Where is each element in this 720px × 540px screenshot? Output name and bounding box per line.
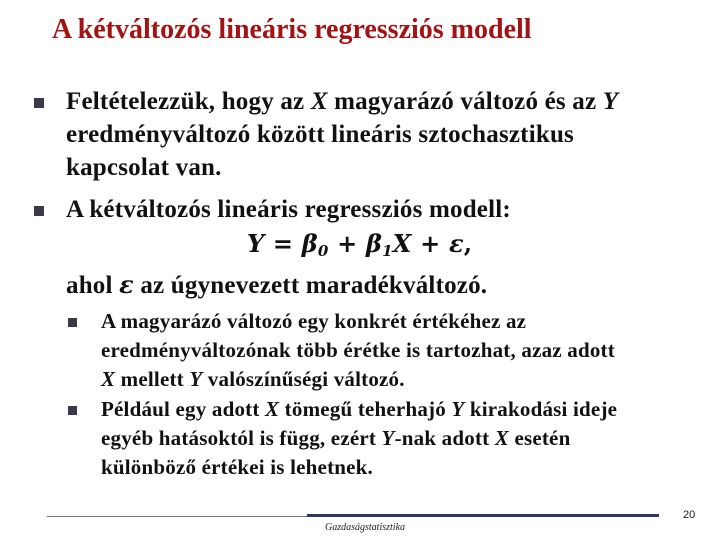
var-y: Y: [381, 426, 395, 450]
sub2-text-c: kirakodási ideje: [464, 397, 618, 421]
sub2-text-e: -nak adott: [394, 426, 495, 450]
var-x: X: [310, 88, 328, 115]
var-y: Y: [451, 397, 465, 421]
ahol-text-a: ahol: [66, 272, 120, 299]
sub1-text-a: mellett: [115, 367, 190, 391]
sub1-text-b: valószínűségi változó.: [202, 367, 405, 391]
sub1-line1: A magyarázó változó egy konkrét értékéhez az: [101, 309, 527, 333]
bullet1-text-b: magyarázó változó és az: [327, 88, 603, 115]
var-y: Y: [189, 367, 203, 391]
ahol-text-b: az úgynevezett maradékváltozó.: [133, 272, 488, 299]
sub2-line3: különböző értékei is lehetnek.: [101, 455, 373, 479]
sub1-line3: [101, 367, 405, 392]
bullet1-text-a: Feltételezzük, hogy az: [66, 88, 311, 115]
sub2-text-f: esetén: [509, 426, 571, 450]
sub2-line1: [101, 397, 617, 422]
epsilon-symbol: ε: [119, 270, 134, 299]
sub-bullet-square-2: [68, 406, 77, 415]
sub2-text-a: Például egy adott: [101, 397, 266, 421]
sub-bullet-square-1: [68, 318, 77, 327]
sub2-text-b: tömegű teherhajó: [279, 397, 452, 421]
sub1-line2: eredményváltozónak több érétke is tartozhat, azaz adott: [101, 338, 615, 362]
bullet-square-1: [34, 98, 44, 108]
sub2-line2: [101, 426, 570, 451]
bullet1-line3: kapcsolat van.: [66, 154, 222, 181]
var-y: Y: [602, 88, 619, 115]
bullet2-ahol-line: [66, 270, 487, 300]
slide-title: A kétváltozós lineáris regressziós modell: [52, 14, 532, 45]
bullet1-line2: eredményváltozó között lineáris sztochasztikus: [66, 121, 574, 148]
footer-course-name: Gazdaságstatisztika: [325, 522, 406, 533]
regression-equation: $Y = \beta_0 + \beta_1X + \varepsilon$,: [247, 229, 473, 260]
var-x: X: [101, 367, 116, 391]
page-number: 20: [683, 509, 696, 521]
bullet-square-2: [34, 206, 44, 216]
var-x: X: [494, 426, 509, 450]
sub2-text-d: egyéb hatásoktól is függ, ezért: [101, 426, 382, 450]
bullet1-line1: [66, 88, 618, 116]
bullet2-line1: A kétváltozós lineáris regressziós modell:: [66, 196, 511, 223]
footer-accent-bar: [307, 514, 659, 517]
var-x: X: [265, 397, 280, 421]
